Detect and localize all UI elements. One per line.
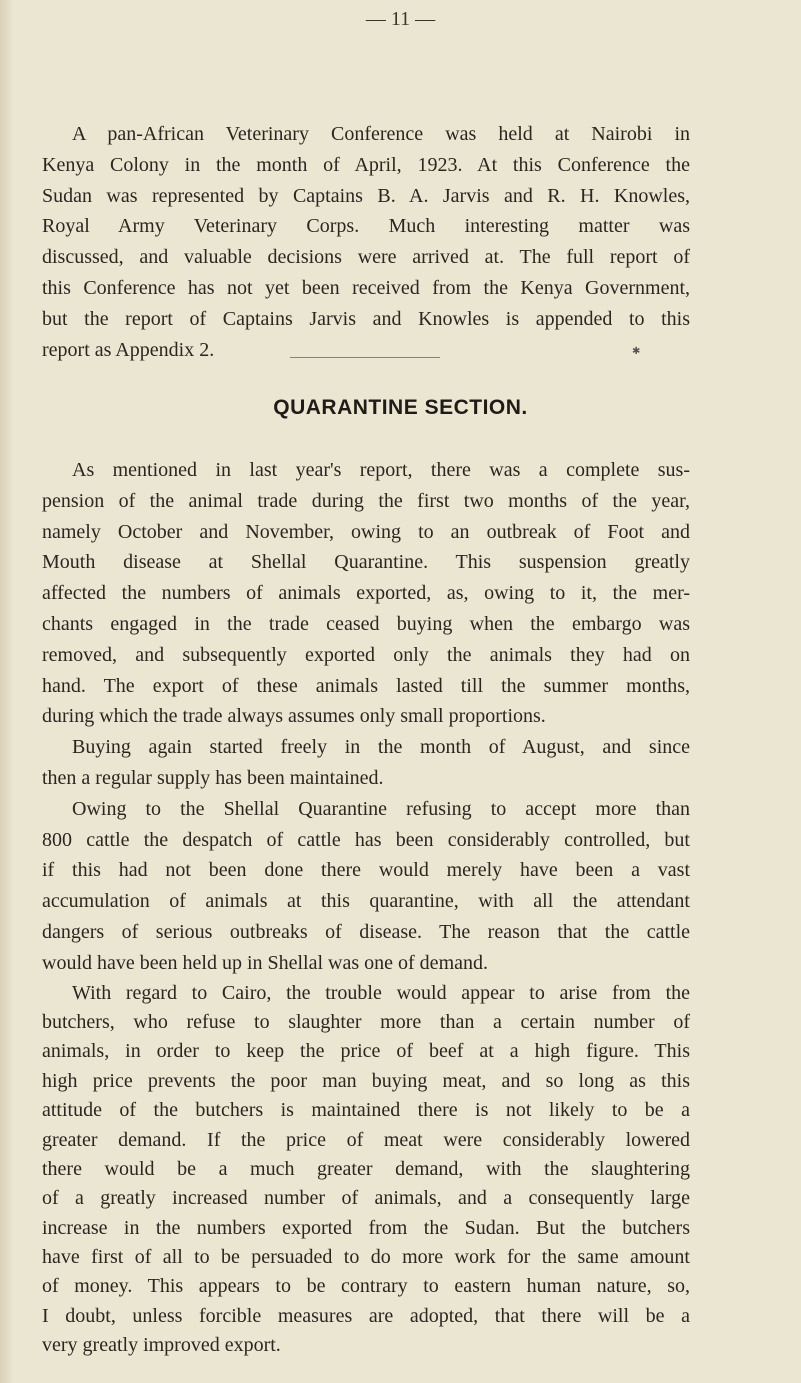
text-line: affected the numbers of animals exported, as, owing to it, the mer-: [42, 582, 690, 605]
text-line: Kenya Colony in the month of April, 1923. At this Conference the: [42, 153, 690, 176]
text-line: have first of all to be persuaded to do more work for the same amount: [42, 1246, 690, 1269]
text-line: Sudan was represented by Captains B. A. Jarvis and R. H. Knowles,: [42, 184, 690, 207]
text-line: butchers, who refuse to slaughter more than a certain number of: [42, 1010, 690, 1033]
text-line: then a regular supply has been maintained.: [42, 766, 384, 789]
text-line: animals, in order to keep the price of beef at a high figure. This: [42, 1040, 690, 1063]
page-gutter-shadow: [0, 0, 14, 1383]
text-line: attitude of the butchers is maintained there is not likely to be a: [42, 1099, 690, 1122]
text-line: I doubt, unless forcible measures are adopted, that there will be a: [42, 1304, 690, 1327]
text-line: A pan-African Veterinary Conference was held at Nairobi in: [72, 123, 690, 145]
text-line: very greatly improved export.: [42, 1334, 281, 1357]
text-line: discussed, and valuable decisions were arrived at. The full report of: [42, 246, 690, 269]
text-line: namely October and November, owing to an outbreak of Foot and: [42, 520, 690, 543]
text-line: if this had not been done there would merely have been a vast: [42, 859, 690, 882]
text-line: As mentioned in last year's report, there was a complete sus-: [72, 459, 690, 481]
paragraph: [42, 732, 690, 794]
text-line: hand. The export of these animals lasted till the summer months,: [42, 674, 690, 697]
text-line: removed, and subsequently exported only the animals they had on: [42, 643, 690, 666]
text-line: Owing to the Shellal Quarantine refusing to accept more than: [72, 797, 690, 820]
text-line: during which the trade always assumes only small proportions.: [42, 705, 546, 728]
text-line: Royal Army Veterinary Corps. Much interesting matter was: [42, 215, 690, 238]
text-line: of a greatly increased number of animals, and a consequently large: [42, 1187, 690, 1210]
text-line: pension of the animal trade during the first two months of the year,: [42, 489, 690, 512]
text-line: there would be a much greater demand, with the slaughtering: [42, 1157, 690, 1180]
text-line: With regard to Cairo, the trouble would appear to arise from the: [72, 981, 690, 1004]
paragraph: [42, 455, 690, 732]
intro-paragraph: [42, 119, 690, 365]
text-line: but the report of Captains Jarvis and Knowles is appended to this: [42, 307, 690, 330]
text-line: Buying again started freely in the month of August, and since: [72, 736, 690, 759]
page-number: — 11 —: [365, 8, 436, 30]
text-line: Mouth disease at Shellal Quarantine. This suspension greatly: [42, 551, 690, 574]
text-line: increase in the numbers exported from the Sudan. But the butchers: [42, 1216, 690, 1239]
text-line: high price prevents the poor man buying meat, and so long as this: [42, 1069, 690, 1092]
text-line: dangers of serious outbreaks of disease. The reason that the cattle: [42, 920, 690, 943]
paragraph: [42, 979, 690, 1361]
paragraph: [42, 794, 690, 979]
text-line: of money. This appears to be contrary to eastern human nature, so,: [42, 1275, 690, 1298]
section-heading: QUARANTINE SECTION.: [273, 396, 528, 419]
text-line: would have been held up in Shellal was one of demand.: [42, 951, 488, 974]
text-line: chants engaged in the trade ceased buying when the embargo was: [42, 612, 690, 635]
paragraph: [42, 119, 690, 365]
divider-mark: ✱: [632, 346, 641, 357]
text-line: accumulation of animals at this quarantine, with all the attendant: [42, 890, 690, 913]
section-divider: [290, 357, 440, 358]
text-line: 800 cattle the despatch of cattle has been considerably controlled, but: [42, 828, 690, 851]
text-line: greater demand. If the price of meat were considerably lowered: [42, 1128, 690, 1151]
text-line: report as Appendix 2.: [42, 338, 215, 361]
text-line: this Conference has not yet been received from the Kenya Government,: [42, 276, 690, 299]
quarantine-section-body: [42, 455, 690, 1361]
